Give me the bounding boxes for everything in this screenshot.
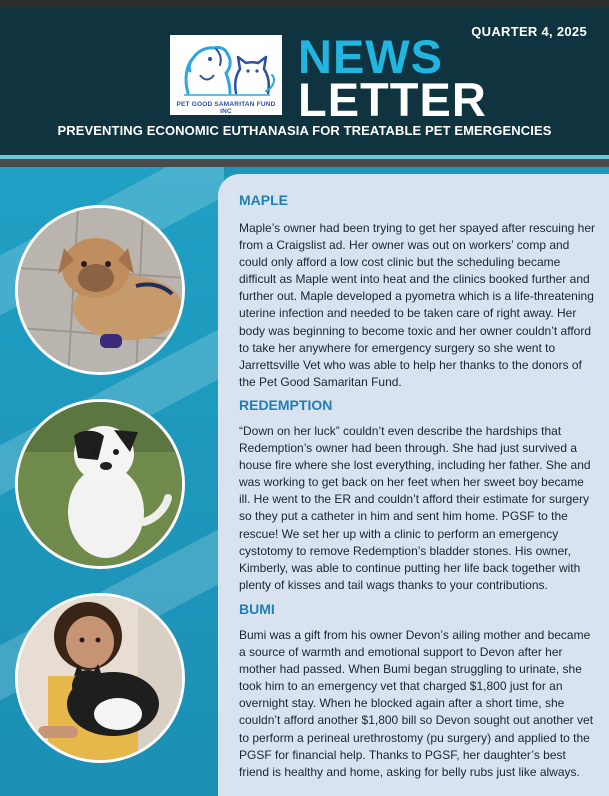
pgsf-logo [170, 35, 282, 115]
story-title-bumi: BUMI [239, 601, 275, 617]
story-body-maple: Maple’s owner had been trying to get her spayed after rescuing her from a Craigslist ad. Her owner was out on workers’ comp and could only afford a low cost clinic but the scheduling became difficult as Maple went into heat and the clinics booked further and further out. Maple developed a pyometra which is a life-threatening uterine infection and needed to be taken care of right away. Her body was beginning to become toxic and her owner couldn’t afford to take her anywhere for emergency surgery so she went to Jarrettsville Vet who was able to help her thanks to the donors of the Pet Good Samaritan Fund. [239, 221, 595, 389]
top-strip [0, 0, 609, 8]
photo-redemption [15, 399, 185, 569]
title-news: NEWS [298, 30, 443, 83]
quarter-label: QUARTER 4, 2025 [471, 24, 587, 39]
story-title-redemption: REDEMPTION [239, 397, 333, 413]
photo-maple [15, 205, 185, 375]
newsletter-header [0, 8, 609, 155]
story-body-bumi: Bumi was a gift from his owner Devon’s ailing mother and became a source of warmth and emotional support to Devon after her mother had passed. When Bumi began struggling to urinate, she took him to an emergency vet that charged $1,800 just for an overnight stay. When he blocked again after a short time, she couldn’t afford another $1,800 bill so Devon sought out another vet to perform a perineal urethrostomy (pu surgery) and applied to the PGSF for financial help. Thanks to PGSF, her daughter’s best friend is healthy and home, asking for belly rubs just like always. [239, 628, 594, 779]
header-divider-dark [0, 159, 609, 167]
title-letter: LETTER [298, 73, 487, 126]
logo-text: PET GOOD SAMARITAN FUND INC [176, 101, 276, 115]
photo-sidebar [0, 167, 224, 796]
story-title-maple: MAPLE [239, 192, 288, 208]
story-body-redemption: “Down on her luck” couldn’t even describe the hardships that Redemption’s owner had been through. She had just survived a house fire where she lost everything, including her father. She and was working to get back on her feet when her sweet boy became ill. He went to the ER and couldn’t afford their estimate for surgery so they put a catheter in him and sent him home. PGSF to the rescue! We set her up with a clinic to perform an emergency cystotomy to remove Redemption’s bladder stones. His owner, Kimberly, was able to continue putting her life back together with plenty of kisses and tail wags thanks to your contributions. [239, 424, 591, 592]
tagline: PREVENTING ECONOMIC EUTHANASIA FOR TREATABLE PET EMERGENCIES [57, 123, 552, 138]
photo-bumi [15, 593, 185, 763]
